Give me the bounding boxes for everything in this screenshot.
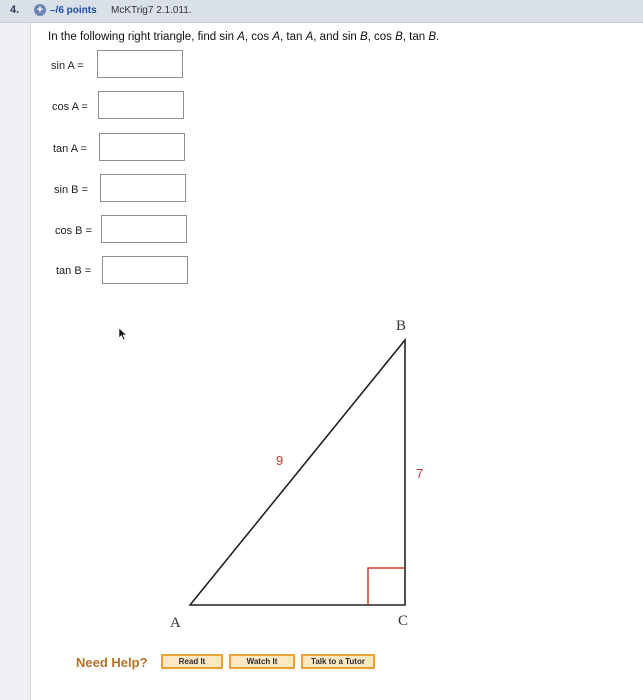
vertex-a-label: A [170, 615, 181, 631]
prompt-var: B [359, 31, 368, 43]
prompt-var: B [428, 31, 437, 43]
prompt-text: In the following right triangle, find sin [48, 31, 238, 43]
prompt-text: , tan [402, 31, 429, 43]
tan-b-label: tan B = [56, 265, 92, 277]
expand-plus-icon[interactable]: + [34, 4, 46, 16]
prompt-text: , cos [367, 31, 396, 43]
prompt-var: A [305, 31, 314, 43]
cos-a-input[interactable] [98, 91, 184, 119]
prompt-text: , cos [244, 31, 273, 43]
sin-a-input[interactable] [97, 50, 183, 78]
watch-it-button[interactable]: Watch It [229, 654, 295, 669]
triangle-shape [190, 340, 405, 605]
cos-b-input[interactable] [101, 215, 187, 243]
points-link[interactable]: –/6 points [50, 5, 97, 16]
prompt-text: , and sin [313, 31, 360, 43]
question-header [0, 0, 643, 23]
tan-a-input[interactable] [99, 133, 185, 161]
vertex-c-label: C [398, 613, 409, 629]
tan-b-input[interactable] [102, 256, 188, 284]
hypotenuse-length-label: 9 [276, 453, 284, 468]
vertex-b-label: B [396, 318, 407, 334]
prompt-text: , tan [280, 31, 306, 43]
sin-b-label: sin B = [54, 184, 88, 196]
cos-a-label: cos A = [52, 101, 88, 113]
side-bc-length-label: 7 [416, 466, 424, 481]
cos-b-label: cos B = [55, 225, 92, 237]
talk-to-tutor-button[interactable]: Talk to a Tutor [301, 654, 375, 669]
course-code: McKTrig7 2.1.011. [111, 5, 192, 16]
right-triangle-diagram [150, 300, 430, 640]
read-it-button[interactable]: Read It [161, 654, 223, 669]
sin-a-label: sin A = [51, 60, 84, 72]
prompt-text: . [436, 31, 440, 43]
prompt-var: B [395, 31, 403, 43]
sin-b-input[interactable] [100, 174, 186, 202]
mouse-cursor-icon [118, 327, 128, 341]
prompt-var: A [237, 31, 245, 43]
tan-a-label: tan A = [53, 143, 87, 155]
question-prompt [48, 31, 439, 43]
question-number: 4. [10, 4, 20, 16]
right-angle-marker [368, 568, 405, 605]
need-help-label: Need Help? [76, 655, 148, 670]
prompt-var: A [272, 31, 281, 43]
